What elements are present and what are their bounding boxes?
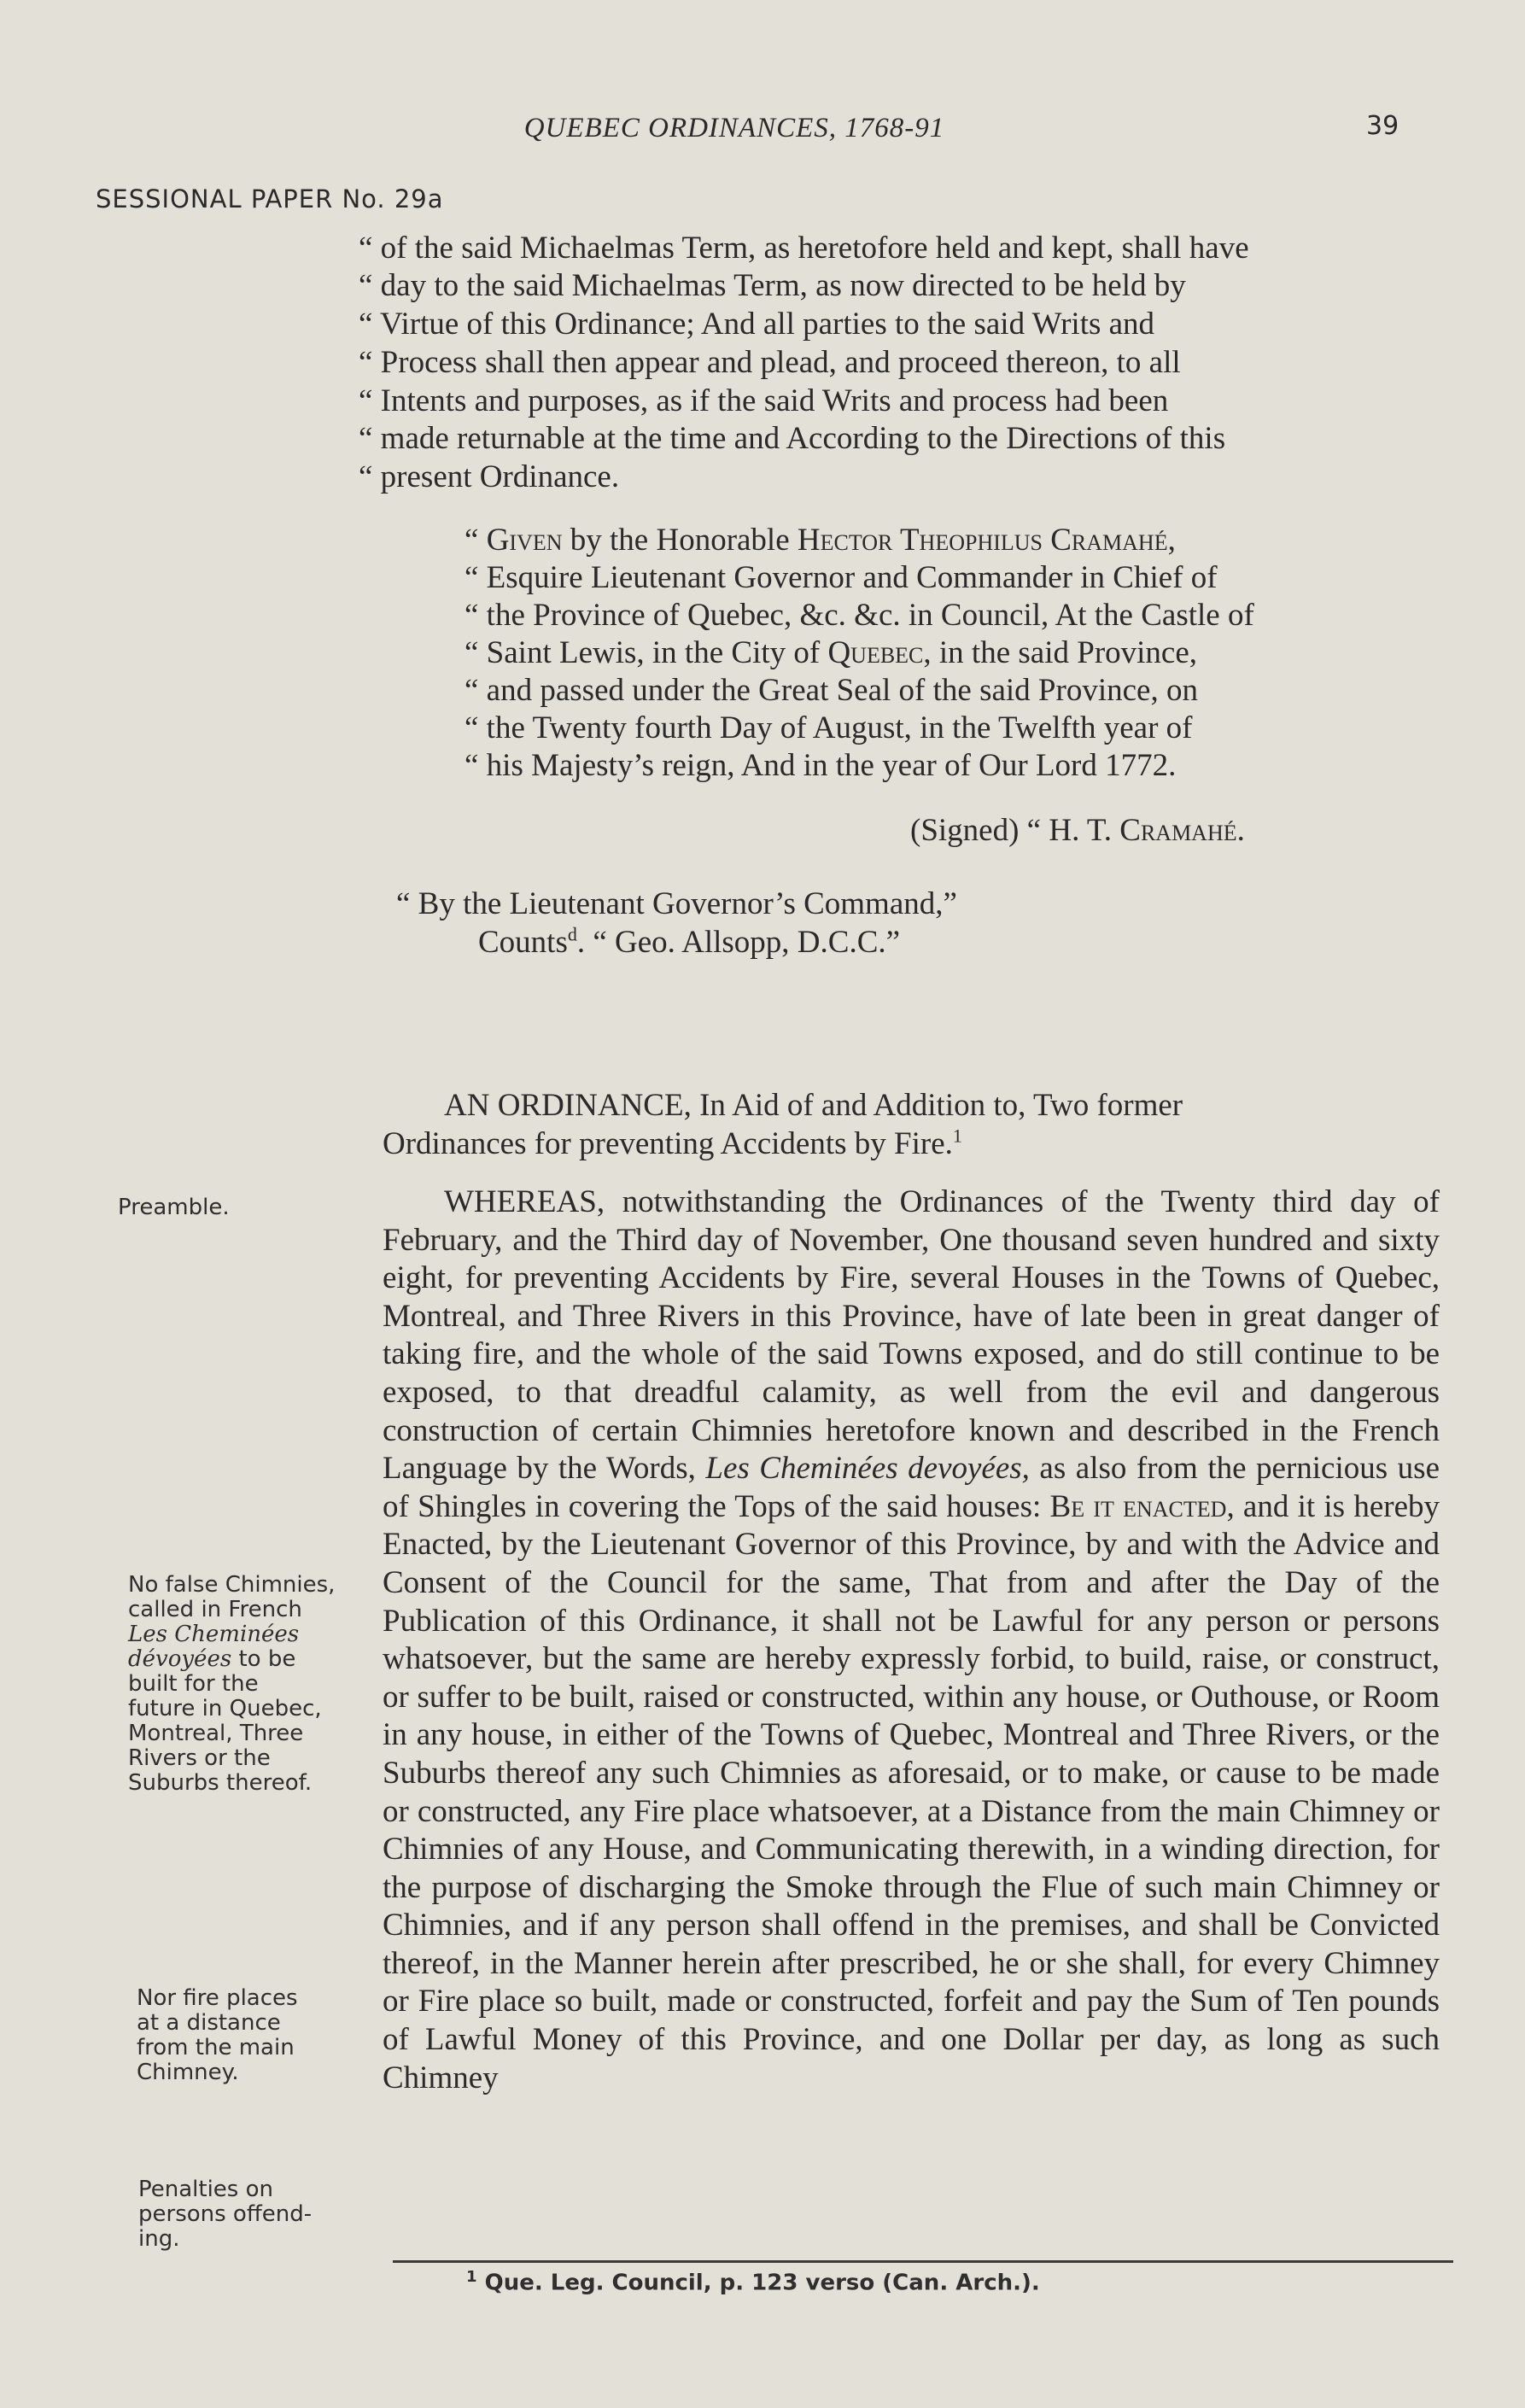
ordinance-body-text: , and it is hereby Enacted, by the Lieutenant Governor of this Province, by and with the Advice and Consent of the Council for the same, That from and after the Day of the Publication of this Ordinance, it shall not be Lawful for any person or persons whatsoever, but the same are hereby expressly forbid, to build, raise, or construct, or suffer to be built, raised or constructed, within any house, or Outhouse, or Room in any house, in either of the Towns of Quebec, Montreal and Three Rivers, or the Suburbs thereof any such Chimnies as aforesaid, or to make, or cause to be made or constructed, any Fire place whatsoever, at a Distance from the main Chimney or Chimnies of any House, and Communicating therewith, in a winding direction, for the purpose of discharging the Smoke through the Flue of such main Chimney or Chimnies, and if any person shall offend in the premises, and shall be Convicted thereof, in the Manner herein after prescribed, he or she shall, for every Chimney or Fire place so built, made or constructed, forfeit and pay the Sum of Ten pounds of Lawful Money of this Province, and one Dollar per day, as long as such Chimney [383,1488,1440,2095]
given-text: “ Saint Lewis, in the City of [465,635,828,670]
given-text: by the Honorable [562,523,798,558]
command-line: “ By the Lieutenant Governor’s Command,” [396,886,957,921]
margin-note-line: Chimney. [137,2060,239,2085]
margin-note-italic: dévoyées [128,1646,232,1672]
margin-note-line: from the main [137,2035,295,2060]
margin-note-line [128,1647,335,1672]
footnote-mark: 1 [466,2268,477,2286]
countersign-superscript: d [567,923,577,945]
given-clause-line: “ and passed under the Great Seal of the said Province, on [465,673,1198,708]
signature-name: Cramahé [1119,813,1237,848]
margin-note-line: Rivers or the [128,1745,271,1771]
margin-note-line: Les Cheminées [128,1622,300,1647]
footnote-text: Que. Leg. Council, p. 123 verso (Can. Arch.). [484,2270,1040,2296]
given-clause-line [465,637,1197,669]
margin-note-line: persons offend- [138,2201,313,2227]
margin-note-line: Suburbs thereof. [128,1770,313,1796]
signature-line [910,815,1245,846]
given-clause-line: “ his Majesty’s reign, And in the year of Our Lord 1772. [465,748,1177,783]
quote-mark: “ [465,523,487,558]
continuation-line: “ Intents and purposes, as if the said Writs and process had been [359,383,1169,418]
governor-name: Hector Theophilus Cramahé [797,523,1168,558]
margin-note-line: at a distance [137,2010,281,2036]
margin-note-penalties [138,2177,312,2252]
margin-note-line: Montreal, Three [128,1721,304,1746]
given-clause-line: “ the Twenty fourth Day of August, in the Twelfth year of [465,710,1193,745]
margin-note-fire-places [137,1986,298,2085]
ordinance-body-italic: Les Cheminées devoyées, [705,1451,1030,1487]
continuation-line: “ Virtue of this Ordinance; And all parties to the said Writs and [359,307,1155,342]
margin-note-line: ing. [138,2226,180,2252]
given-text: , [1167,523,1176,558]
margin-note-line: future in Quebec, [128,1696,322,1721]
continuation-line: “ made returnable at the time and According to the Directions of this [359,421,1226,456]
given-text: , in the said Province, [923,635,1198,670]
signature-text: (Signed) “ H. T. [910,813,1120,848]
margin-note-false-chimnies [128,1573,335,1796]
footnote-rule [393,2260,1453,2263]
ordinance-body-text: as also from the pernicious use of Shingles in covering the Tops of the said houses: [383,1451,1440,1524]
given-clause-line: “ Esquire Lieutenant Governor and Commander in Chief of [465,560,1218,595]
given-clause-line: “ the Province of Quebec, &c. &c. in Council, At the Castle of [465,598,1254,633]
margin-note-line: Penalties on [138,2177,273,2202]
continuation-line: “ day to the said Michaelmas Term, as now directed to be held by [359,268,1186,303]
enacting-clause: Be it enacted [1049,1488,1227,1524]
signature-text: . [1236,813,1245,848]
countersign-text: . “ Geo. Allsopp, D.C.C.” [576,925,901,960]
margin-note-line: called in French [128,1597,302,1622]
ordinance-body [383,1184,1440,2097]
countersign-text: Counts [478,925,568,960]
ordinance-title-line: AN ORDINANCE, In Aid of and Addition to, Two former [444,1088,1183,1123]
countersign-line [478,923,901,960]
margin-note-preamble: Preamble. [118,1195,230,1220]
ordinance-title-line [383,1125,962,1161]
footnote-reference: 1 [952,1125,962,1147]
continuation-line: “ Process shall then appear and plead, and proceed thereon, to all [359,345,1181,380]
given-clause-line [465,524,1176,556]
footnote [466,2268,1040,2296]
given-word: Given [486,523,563,558]
margin-note-text: to be [231,1646,296,1672]
ordinance-title-text: Ordinances for preventing Accidents by Fire. [383,1126,953,1161]
running-title: QUEBEC ORDINANCES, 1768-91 [523,113,945,143]
margin-note-line: No false Chimnies, [128,1572,336,1598]
margin-note-line: built for the [128,1671,259,1697]
city-name: Quebec [827,635,924,670]
margin-note-line: Nor fire places [137,1985,298,2011]
continuation-line: “ of the said Michaelmas Term, as heretofore held and kept, shall have [359,231,1249,266]
page-number: 39 [1366,111,1399,141]
sessional-paper-label: SESSIONAL PAPER No. 29a [96,184,444,213]
ordinance-body-text: WHEREAS, notwithstanding the Ordinances of the Twenty third day of February, and the Third day of November, One thousand seven hundred and sixty eight, for preventing Accidents by Fire, several Houses in the Towns of Quebec, Montreal, and Three Rivers in this Province, have of late been in great danger of taking fire, and the whole of the said Towns exposed, and do still continue to be exposed, to that dreadful calamity, as well from the evil and dangerous construction of certain Chimnies heretofore known and described in the French Language by the Words, [383,1184,1440,1487]
continuation-line: “ present Ordinance. [359,459,620,494]
